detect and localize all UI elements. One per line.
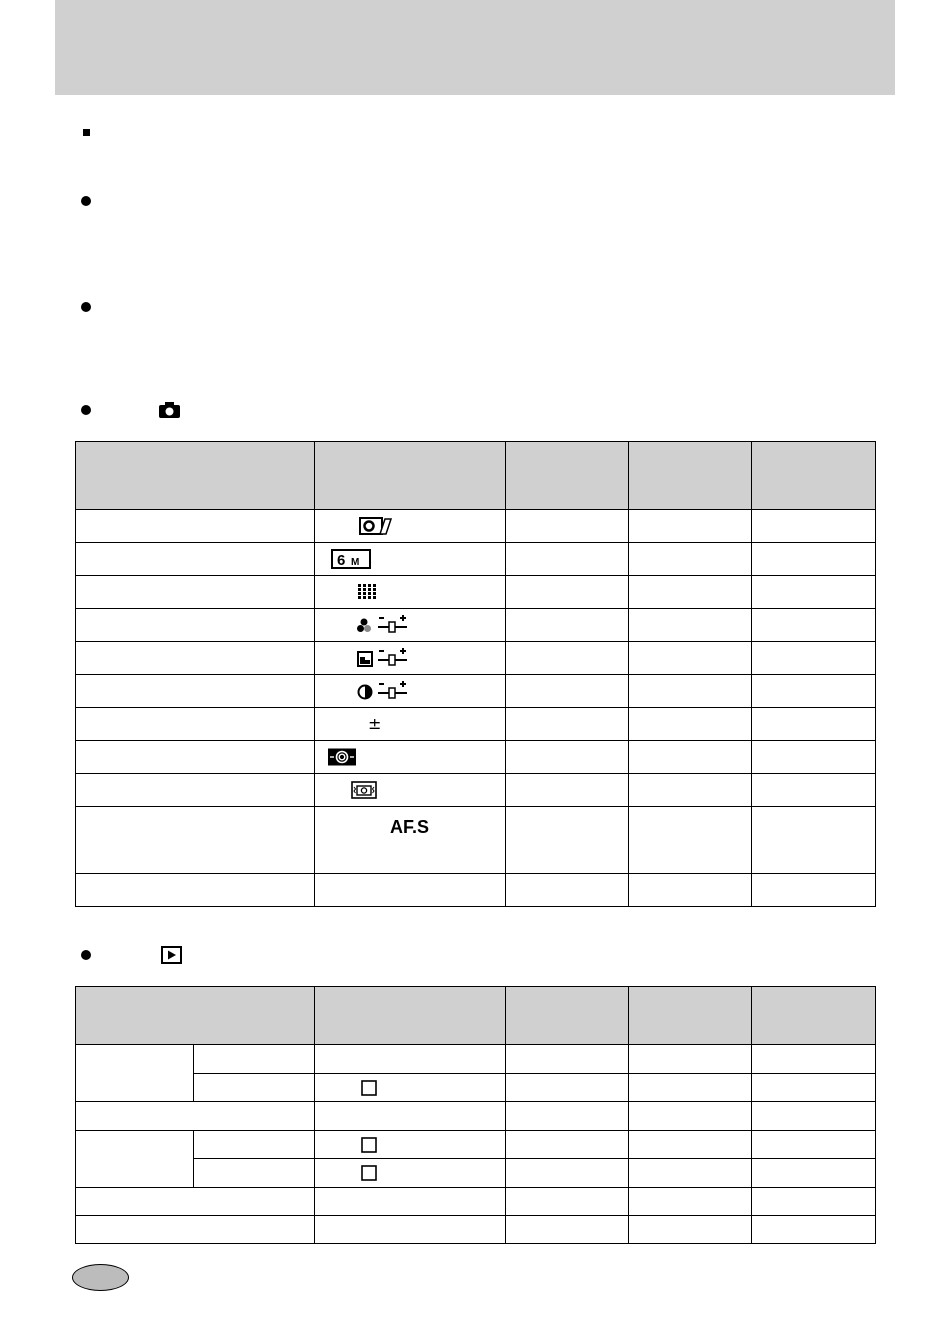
- quality-grid-icon: [358, 584, 376, 600]
- bullet-play-section: [81, 950, 91, 960]
- contrast-slider-icon: [357, 681, 409, 701]
- table-row: [76, 774, 876, 807]
- saturation-slider-icon: [357, 615, 409, 635]
- table-row: [76, 708, 876, 741]
- size-6m-icon: [331, 549, 371, 569]
- svg-text:6: 6: [337, 552, 346, 569]
- bullet-point-2: [81, 302, 91, 312]
- sharpness-slider-icon: [357, 648, 409, 668]
- square-bullet: [83, 129, 90, 136]
- table-header-row: [76, 987, 876, 1045]
- checkbox-icon: [361, 1080, 377, 1096]
- table-row: [76, 675, 876, 708]
- metering-icon: [328, 749, 356, 766]
- play-icon: [161, 946, 182, 964]
- table-header-row: [76, 442, 876, 510]
- table-row: [76, 1159, 876, 1188]
- table-row: [76, 576, 876, 609]
- af-s-icon: AF.S: [390, 817, 430, 837]
- table-row: [76, 807, 876, 874]
- play-settings-table: [75, 986, 876, 1244]
- table-row: [76, 609, 876, 642]
- bullet-point-1: [81, 196, 91, 206]
- table-row: [76, 1102, 876, 1131]
- record-settings-table: [75, 441, 876, 907]
- table-row: [76, 1045, 876, 1074]
- checkbox-icon: [361, 1165, 377, 1181]
- table-row: [76, 1074, 876, 1102]
- table-row: [76, 1188, 876, 1216]
- header-band: [55, 0, 895, 95]
- table-row: [76, 510, 876, 543]
- bullet-record-section: [81, 405, 91, 415]
- image-adjust-icon: [359, 517, 392, 535]
- table-row: [76, 1216, 876, 1244]
- table-row: [76, 642, 876, 675]
- table-row: [76, 543, 876, 576]
- table-row: [76, 874, 876, 907]
- table-row: [76, 1131, 876, 1159]
- camera-icon: [159, 402, 180, 418]
- page-number-oval: [72, 1264, 129, 1291]
- svg-text:M: M: [351, 557, 360, 568]
- checkbox-icon: [361, 1137, 377, 1153]
- shake-warning-icon: [351, 781, 377, 799]
- plus-minus-icon: ±: [368, 714, 382, 733]
- table-row: [76, 741, 876, 774]
